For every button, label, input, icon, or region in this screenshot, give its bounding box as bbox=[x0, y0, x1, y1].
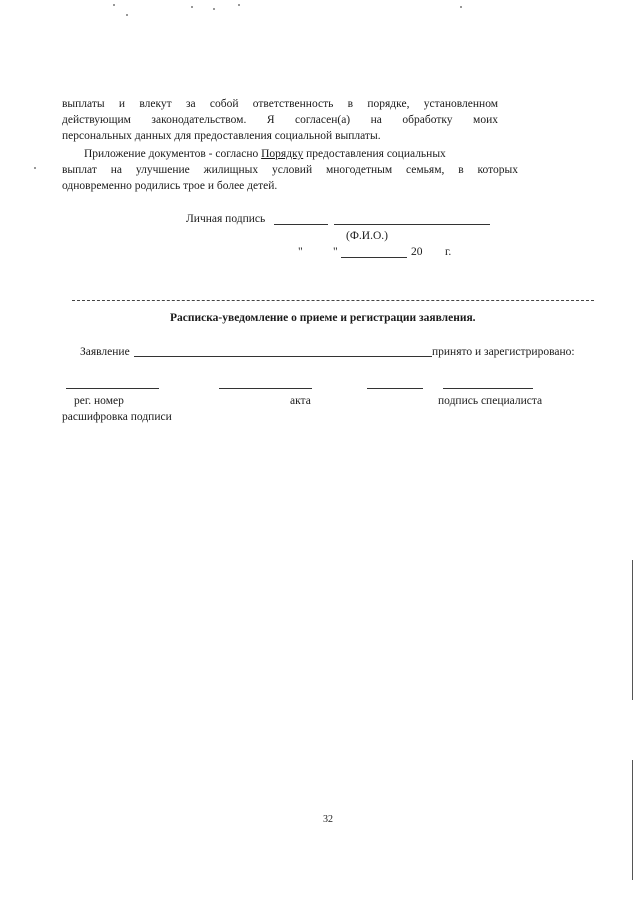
date-quote-close: " bbox=[333, 246, 338, 258]
scan-artifact bbox=[460, 6, 462, 8]
specialist-sign-line bbox=[367, 388, 423, 389]
date-quote-open: " bbox=[298, 246, 303, 258]
receipt-title: Расписка-уведомление о приеме и регистрации заявления. bbox=[170, 312, 476, 324]
scan-edge bbox=[632, 760, 633, 880]
scan-artifact bbox=[126, 14, 128, 16]
reg-number-line bbox=[66, 388, 159, 389]
paragraph-2-text: предоставления социальных bbox=[303, 148, 446, 160]
fio-caption: (Ф.И.О.) bbox=[346, 230, 388, 242]
order-link[interactable]: Порядку bbox=[261, 148, 304, 160]
reg-number-caption: рег. номер bbox=[74, 395, 124, 407]
scan-artifact bbox=[238, 4, 240, 6]
fio-line bbox=[334, 224, 490, 225]
signature-decoding-caption: расшифровка подписи bbox=[62, 411, 172, 423]
scan-artifact bbox=[191, 6, 193, 8]
date-month-line bbox=[341, 257, 407, 258]
scan-artifact bbox=[113, 4, 115, 6]
act-caption: акта bbox=[290, 395, 311, 407]
paragraph-2-line-3: одновременно родились трое и более детей. bbox=[62, 180, 278, 192]
cut-line bbox=[72, 300, 594, 301]
paragraph-2-line-2: выплат на улучшение жилищных условий многодетным семьям, в которых bbox=[62, 164, 518, 176]
paragraph-1-line-1: выплаты и влекут за собой ответственность в порядке, установленном bbox=[62, 98, 498, 110]
signature-decoding-line bbox=[443, 388, 533, 389]
paragraph-1-line-2: действующим законодательством. Я согласен(а) на обработку моих bbox=[62, 114, 498, 126]
page-number: 32 bbox=[323, 814, 333, 825]
statement-label: Заявление bbox=[80, 346, 130, 358]
act-line bbox=[219, 388, 312, 389]
statement-line bbox=[134, 356, 432, 357]
paragraph-2-text: Приложение документов - согласно bbox=[84, 148, 262, 160]
date-year-prefix: 20 bbox=[411, 246, 423, 258]
scan-artifact bbox=[34, 167, 36, 169]
signature-line bbox=[274, 224, 328, 225]
signature-label: Личная подпись bbox=[186, 213, 266, 225]
scan-artifact bbox=[213, 8, 215, 10]
specialist-sign-caption: подпись специалиста bbox=[438, 395, 543, 407]
paragraph-2-line-1 bbox=[84, 147, 498, 161]
scan-edge bbox=[632, 560, 633, 700]
date-year-suffix: г. bbox=[445, 246, 452, 258]
statement-suffix: принято и зарегистрировано: bbox=[432, 346, 575, 358]
paragraph-1-line-3: персональных данных для предоставления социальной выплаты. bbox=[62, 130, 381, 142]
